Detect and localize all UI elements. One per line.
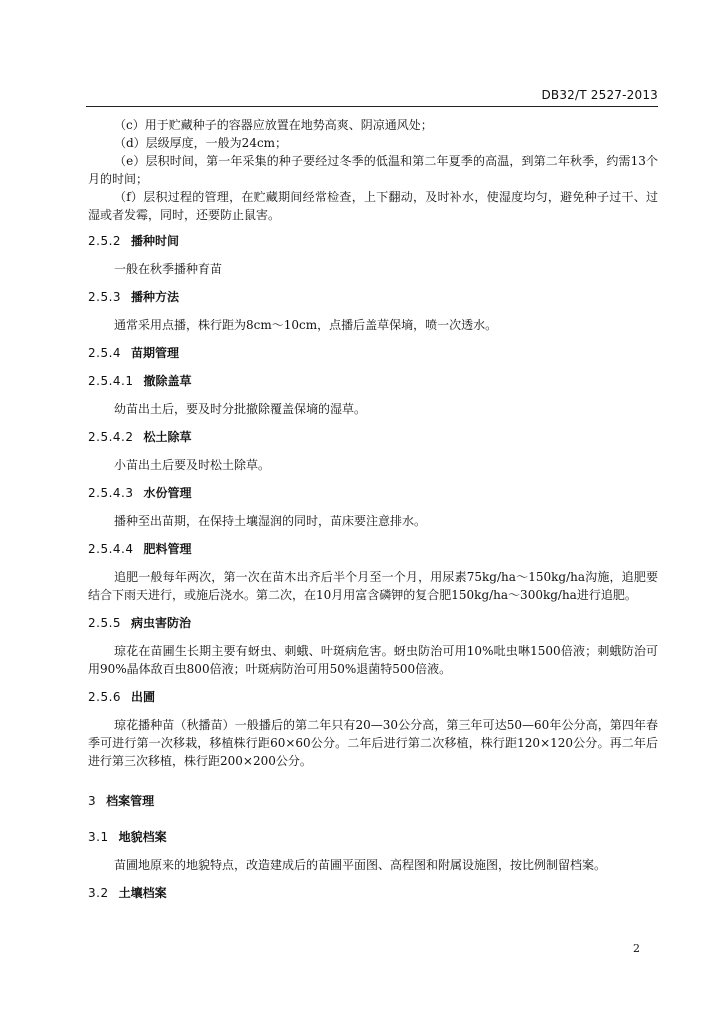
heading-2-5-2: 2.5.2 播种时间 — [88, 234, 180, 248]
item-e: （e）层积时间，第一年采集的种子要经过冬季的低温和第二年夏季的高温，到第二年秋季，约需13个月的时间； — [88, 154, 658, 186]
document-body — [88, 116, 658, 902]
heading-3-2: 3.2 土壤档案 — [88, 886, 167, 900]
header-rule — [86, 106, 658, 107]
heading-2-5-5: 2.5.5 病虫害防治 — [88, 616, 192, 630]
heading-2-5-3: 2.5.3 播种方法 — [88, 290, 180, 304]
heading-3: 3 档案管理 — [88, 794, 155, 808]
standard-code: DB32/T 2527-2013 — [541, 88, 658, 102]
heading-2-5-4-3: 2.5.4.3 水份管理 — [88, 486, 192, 500]
item-d: （d）层级厚度，一般为24cm； — [114, 136, 288, 150]
para-2-5-5: 琼花在苗圃生长期主要有蚜虫、刺蛾、叶斑病危害。蚜虫防治可用10%吡虫啉1500倍液；刺蛾防治可用90%晶体敌百虫800倍液；叶斑病防治可用50%退菌特500倍液。 — [88, 644, 658, 676]
heading-2-5-4-1: 2.5.4.1 撤除盖草 — [88, 374, 192, 388]
para-2-5-4-3: 播种至出苗期，在保持土壤湿润的同时，苗床要注意排水。 — [114, 514, 427, 528]
heading-2-5-4: 2.5.4 苗期管理 — [88, 346, 180, 360]
heading-2-5-4-4: 2.5.4.4 肥料管理 — [88, 542, 192, 556]
para-2-5-6: 琼花播种苗（秋播苗）一般播后的第二年只有20—30公分高，第三年可达50—60年公分高，第四年春季可进行第一次移栽，移植株行距60×60公分。二年后进行第二次移植，株行距120×120公分。再二年后进行第三次移植，株行距200×200公分。 — [88, 718, 658, 768]
page-number: 2 — [633, 942, 640, 955]
para-2-5-4-1: 幼苗出土后，要及时分批撤除覆盖保墒的湿草。 — [114, 402, 367, 416]
heading-2-5-4-2: 2.5.4.2 松土除草 — [88, 430, 192, 444]
item-f: （f）层积过程的管理，在贮藏期间经常检查，上下翻动，及时补水，使湿度均匀，避免种子过干、过湿或者发霉，同时，还要防止鼠害。 — [88, 190, 658, 222]
para-2-5-4-2: 小苗出土后要及时松土除草。 — [114, 458, 271, 472]
para-2-5-3: 通常采用点播，株行距为8cm～10cm，点播后盖草保墒，喷一次透水。 — [114, 318, 498, 332]
heading-3-1: 3.1 地貌档案 — [88, 830, 167, 844]
heading-2-5-6: 2.5.6 出圃 — [88, 690, 156, 704]
para-2-5-4-4: 追肥一般每年两次，第一次在苗木出齐后半个月至一个月，用尿素75kg/ha～150kg/ha沟施，追肥要结合下雨天进行，或施后浇水。第二次，在10月用富含磷钾的复合肥150kg/ha～300kg/ha进行追肥。 — [88, 570, 658, 602]
para-3-1: 苗圃地原来的地貌特点，改造建成后的苗圃平面图、高程图和附属设施图，按比例制留档案。 — [114, 858, 607, 872]
para-2-5-2: 一般在秋季播种育苗 — [114, 262, 223, 276]
item-c: （c）用于贮藏种子的容器应放置在地势高爽、阴凉通风处； — [114, 118, 433, 132]
